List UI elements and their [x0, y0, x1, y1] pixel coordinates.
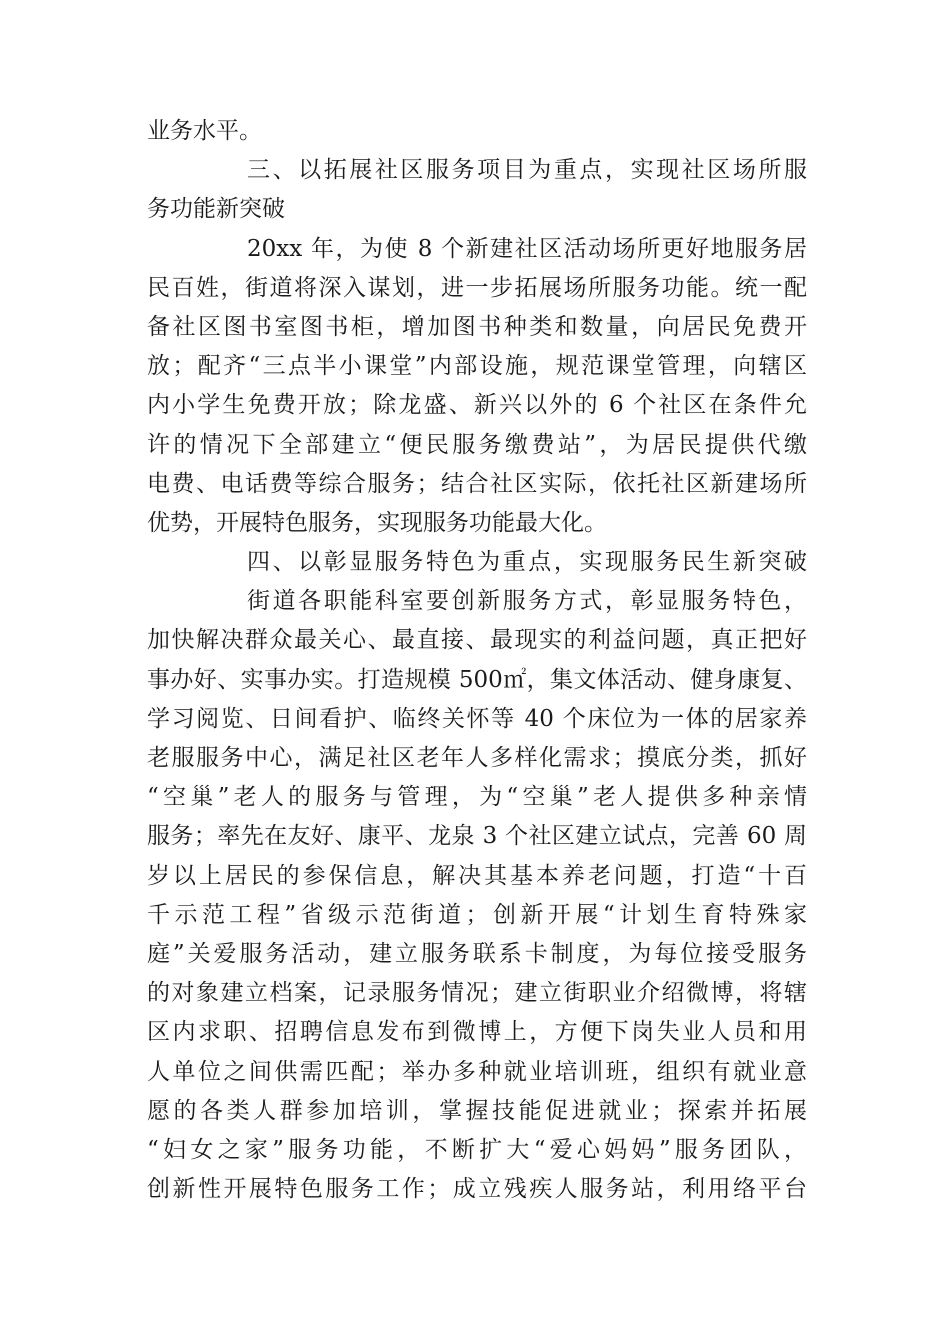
- text-line: 优势，开展特色服务，实现服务功能最大化。: [147, 509, 607, 536]
- text-line: 20xx 年，为使 8 个新建社区活动场所更好地服务居: [247, 235, 807, 262]
- text-line: 创新性开展特色服务工作；成立残疾人服务站，利用络平台: [147, 1176, 807, 1203]
- section-heading-4: 四、以彰显服务特色为重点，实现服务民生新突破: [247, 549, 807, 576]
- section-heading-3: 三、以拓展社区服务项目为重点，实现社区场所服: [247, 157, 807, 184]
- text-line: 电费、电话费等综合服务；结合社区实际，依托社区新建场所: [147, 470, 807, 497]
- text-line: 庭”关爱服务活动，建立服务联系卡制度，为每位接受服务: [147, 940, 807, 967]
- section-heading-3-cont: 务功能新突破: [147, 196, 285, 223]
- text-line: 老服服务中心，满足社区老年人多样化需求；摸底分类，抓好: [147, 745, 807, 771]
- text-line: 放；配齐“三点半小课堂”内部设施，规范课堂管理，向辖区: [147, 353, 807, 380]
- text-line: 许的情况下全部建立“便民服务缴费站”，为居民提供代缴: [147, 431, 807, 458]
- text-line: 千示范工程”省级示范街道；创新开展“计划生育特殊家: [147, 901, 807, 928]
- body-text: [147, 112, 807, 1209]
- text-line: 的对象建立档案，记录服务情况；建立街职业介绍微博，将辖: [147, 980, 807, 1007]
- text-line: 服务；率先在友好、康平、龙泉 3 个社区建立试点，完善 60 周: [147, 823, 807, 850]
- text-line: “空巢”老人的服务与管理，为“空巢”老人提供多种亲情: [147, 784, 807, 811]
- text-line: 岁以上居民的参保信息，解决其基本养老问题，打造“十百: [147, 862, 807, 889]
- text-line: 学习阅览、日间看护、临终关怀等 40 个床位为一体的居家养: [147, 705, 807, 732]
- text-line: “妇女之家”服务功能，不断扩大“爱心妈妈”服务团队，: [147, 1136, 807, 1163]
- text-line: 备社区图书室图书柜，增加图书种类和数量，向居民免费开: [147, 313, 807, 340]
- text-line: 人单位之间供需匹配；举办多种就业培训班，组织有就业意: [147, 1058, 807, 1085]
- text-line: 内小学生免费开放；除龙盛、新兴以外的 6 个社区在条件允: [147, 392, 807, 419]
- text-line: 事办好、实事办实。打造规模 500㎡，集文体活动、健身康复、: [147, 666, 807, 693]
- text-line: 加快解决群众最关心、最直接、最现实的利益问题，真正把好: [147, 627, 807, 654]
- text-line: 业务水平。: [147, 118, 262, 144]
- text-line: 区内求职、招聘信息发布到微博上，方便下岗失业人员和用: [147, 1019, 807, 1046]
- text-line: 街道各职能科室要创新服务方式，彰显服务特色，: [247, 588, 807, 615]
- text-line: 民百姓，街道将深入谋划，进一步拓展场所服务功能。统一配: [147, 274, 807, 301]
- text-line: 愿的各类人群参加培训，掌握技能促进就业；探索并拓展: [147, 1097, 807, 1124]
